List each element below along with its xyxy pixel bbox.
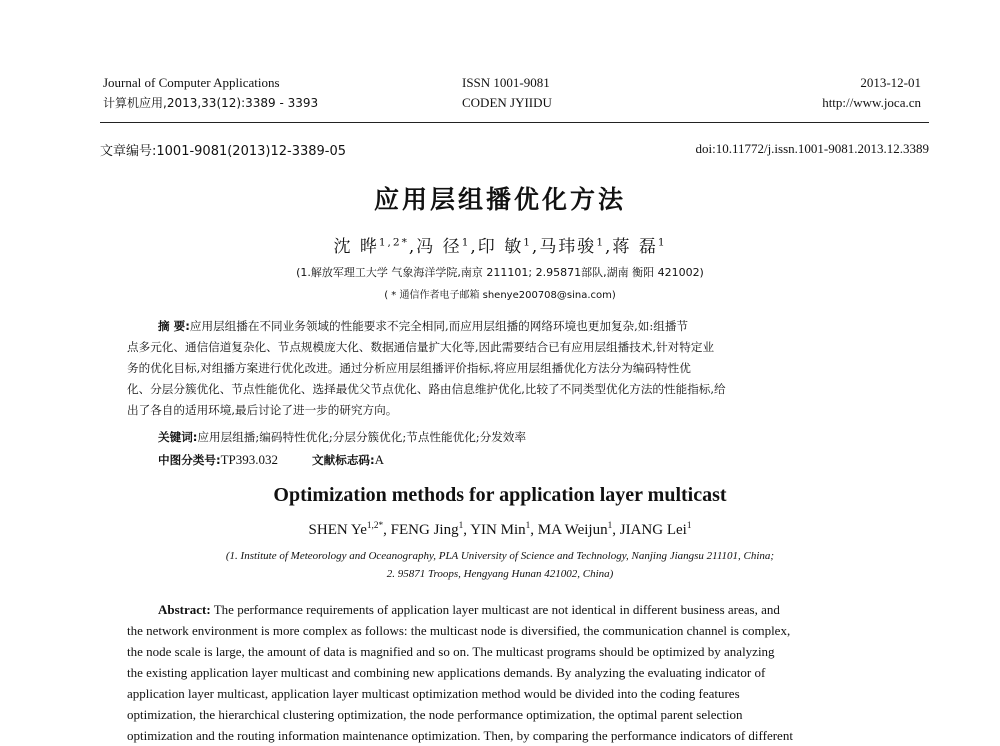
authors-en (0, 522, 1000, 539)
author-affiliation-mark: 1 (596, 236, 606, 249)
author-affiliation-mark: 1 (657, 236, 667, 249)
author-name: 冯 径 (416, 237, 462, 257)
author-separator: , (605, 237, 613, 257)
author-name: YIN Min (470, 522, 526, 538)
author-separator: , (463, 522, 468, 538)
author-name: 印 敏 (477, 237, 524, 257)
journal-name-en: Journal of Computer Applications (103, 75, 280, 90)
author-separator: , (470, 237, 478, 257)
abstract-label-en: Abstract: (158, 602, 211, 617)
article-number: 文章编号:1001-9081(2013)12-3389-05 (100, 144, 347, 159)
abstract-cn-line-4: 化、分层分簇优化、节点性能优化、选择最优父节点优化、路由信息维护优化,比较了不同类型优化方法的性能指标,给 (127, 382, 726, 396)
clc-label: 中图分类号: (158, 453, 221, 467)
abstract-cn-line-1 (158, 316, 688, 338)
header-rule (100, 122, 929, 123)
abstract-cn-line-3: 务的优化目标,对组播方案进行优化改进。通过分析应用层组播评价指标,将应用层组播优化方法分为编码特性优 (127, 361, 691, 375)
clc-code: TP393.032 (220, 452, 279, 467)
author-name: MA Weijun (537, 522, 608, 538)
issn: ISSN 1001-9081 (462, 75, 550, 90)
author-separator: , (383, 522, 387, 538)
abstract-en-line-5: application layer multicast, application layer multicast optimization method would be divided into the coding features (127, 686, 740, 701)
abstract-en-text: The performance requirements of application layer multicast are not identical in different business areas, and (213, 602, 780, 617)
author-separator: , (531, 237, 540, 257)
author-name: 沈 晔 (333, 237, 379, 257)
author-affiliation-mark: 1,2* (366, 521, 384, 531)
journal-url: http://www.joca.cn (822, 95, 921, 110)
abstract-cn-text: 应用层组播在不同业务领域的性能要求不完全相同,而应用层组播的网络环境也更加复杂,如:组播节 (189, 319, 689, 333)
author-affiliation-mark: 1 (461, 236, 471, 249)
abstract-en-line-3: the node scale is large, the amount of data is magnified and so on. The multicast programs should be optimized by analyzing (127, 644, 775, 659)
author-separator: , (408, 237, 417, 257)
author-name: 蒋 磊 (612, 237, 658, 257)
journal-citation-cn: 计算机应用,2013,33(12):3389 - 3393 (103, 96, 319, 110)
author-name: FENG Jing (390, 522, 459, 538)
affiliation-en-line-1: (1. Institute of Meteorology and Oceanography, PLA University of Science and Technology, Nanjing Jiangsu 211101, China; (225, 550, 775, 562)
abstract-en-line-6: optimization, the hierarchical clustering optimization, the node performance optimization, the optimal parent selection (127, 707, 743, 722)
author-affiliation-mark: 1 (458, 521, 464, 531)
author-name: 马玮骏 (539, 237, 597, 257)
coden: CODEN JYIIDU (462, 95, 552, 110)
author-affiliation-mark: 1 (607, 521, 613, 531)
corresponding-author-cn: ( * 通信作者电子邮箱 shenye200708@sina.com) (384, 290, 616, 301)
doi: doi:10.11772/j.issn.1001-9081.2013.12.3389 (695, 141, 929, 156)
abstract-cn-line-2: 点多元化、通信信道复杂化、节点规模庞大化、数据通信量扩大化等,因此需要结合已有应用层组播技术,针对特定业 (127, 340, 715, 354)
keywords-cn-text: 应用层组播;编码特性优化;分层分簇优化;节点性能优化;分发效率 (197, 430, 527, 444)
title-cn: 应用层组播优化方法 (373, 185, 626, 214)
authors-cn (0, 232, 1000, 257)
affiliation-en-line-2: 2. 95871 Troops, Hengyang Hunan 421002, China) (386, 568, 614, 580)
abstract-en-line-1 (158, 599, 780, 620)
abstract-en-line-4: the existing application layer multicast and combining new applications demands. By analyzing the evaluating indicator of (127, 665, 766, 680)
author-affiliation-mark: 1 (523, 236, 532, 249)
title-en: Optimization methods for application layer multicast (273, 484, 727, 506)
author-affiliation-mark: 1 (686, 521, 692, 531)
doc-code: A (374, 452, 385, 467)
doc-code-label: 文献标志码: (312, 453, 375, 467)
author-affiliation-mark: 1,2* (378, 236, 409, 249)
author-affiliation-mark: 1 (525, 521, 531, 531)
abstract-cn-line-5: 出了各自的适用环境,最后讨论了进一步的研究方向。 (127, 403, 398, 417)
abstract-en-line-2: the network environment is more complex as follows: the multicast node is diversified, the communication channel is complex, (127, 623, 791, 638)
author-separator: , (530, 522, 535, 538)
keywords-label-cn: 关键词: (158, 430, 198, 444)
author-name: SHEN Ye (308, 522, 367, 538)
abstract-label-cn: 摘 要: (158, 319, 190, 333)
author-separator: , (612, 522, 616, 538)
author-name: JIANG Lei (619, 522, 687, 538)
classification-cn (158, 449, 384, 472)
publish-date: 2013-12-01 (860, 75, 921, 90)
affiliation-cn: (1.解放军理工大学 气象海洋学院,南京 211101; 2.95871部队,湖南 衡阳 421002) (296, 266, 704, 279)
keywords-cn (158, 427, 526, 449)
abstract-en-line-7: optimization and the routing information maintenance optimization. Then, by comparing the performance indicators of different (127, 728, 793, 743)
